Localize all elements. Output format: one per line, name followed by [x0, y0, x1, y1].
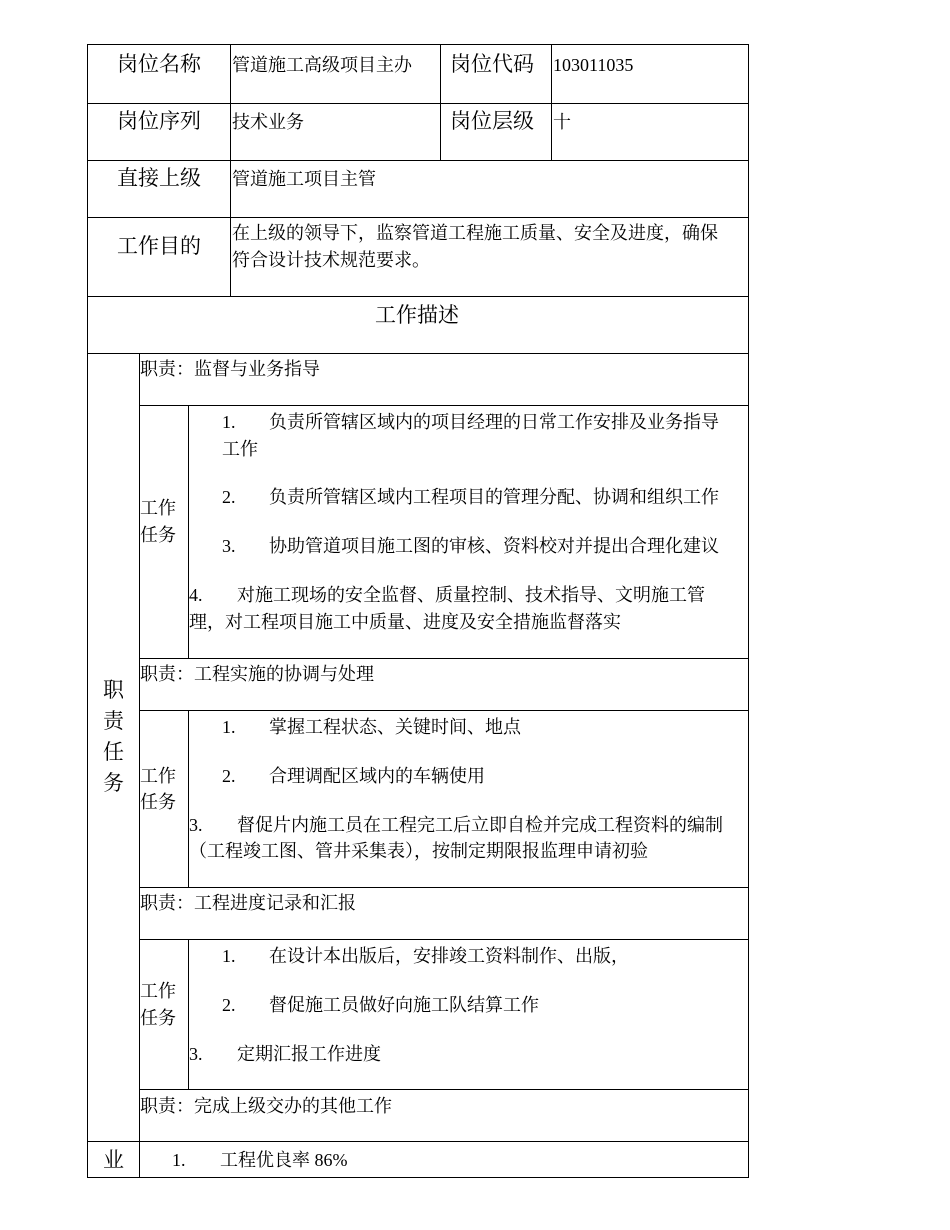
task-number: 1. — [222, 412, 236, 432]
position-name-label: 岗位名称 — [117, 52, 201, 76]
duties-side-char-4: 务 — [103, 771, 124, 795]
task-number: 3. — [189, 1044, 203, 1064]
task-text: 负责所管辖区域内工程项目的管理分配、协调和组织工作 — [269, 487, 719, 507]
task-text: 督促施工员做好向施工队结算工作 — [269, 995, 539, 1015]
task-label-line-1: 工作 — [140, 981, 176, 1001]
performance-item-text: 工程优良率 86% — [220, 1150, 348, 1170]
task-number: 4. — [189, 585, 203, 605]
task-label-line-1: 工作 — [140, 498, 176, 518]
task-label-line-2: 任务 — [140, 1008, 176, 1028]
position-code-value: 103011035 — [553, 55, 634, 75]
task-text: 督促片内施工员在工程完工后立即自检并完成工程资料的编制 — [237, 815, 723, 835]
task-label-line-2: 任务 — [140, 525, 176, 545]
task-text-cont: 工作 — [222, 439, 258, 459]
duty-title: 职责：工程实施的协调与处理 — [140, 664, 374, 684]
task-text-cont: （工程竣工图、管井采集表），按制定期限报监理申请初验 — [189, 841, 648, 861]
task-number: 3. — [189, 815, 203, 835]
duty-title: 职责：监督与业务指导 — [140, 359, 320, 379]
duties-side-char-3: 任 — [103, 740, 124, 764]
position-code-label: 岗位代码 — [450, 52, 534, 76]
task-text: 在设计本出版后，安排竣工资料制作、出版， — [269, 946, 629, 966]
task-label-line-1: 工作 — [140, 766, 176, 786]
task-number: 2. — [222, 995, 236, 1015]
duty-title: 职责：完成上级交办的其他工作 — [140, 1096, 392, 1116]
task-text: 负责所管辖区域内的项目经理的日常工作安排及业务指导 — [269, 412, 719, 432]
level-label: 岗位层级 — [450, 109, 534, 133]
position-name-value: 管道施工高级项目主办 — [232, 55, 412, 75]
task-number: 3. — [222, 536, 236, 556]
task-text: 合理调配区域内的车辆使用 — [269, 766, 485, 786]
task-number: 1. — [222, 717, 236, 737]
purpose-label: 工作目的 — [117, 234, 201, 258]
performance-side-label: 业 — [103, 1148, 124, 1172]
task-label-line-2: 任务 — [140, 792, 176, 812]
supervisor-value: 管道施工项目主管 — [232, 169, 376, 189]
duty-title: 职责：工程进度记录和汇报 — [140, 893, 356, 913]
duties-side-char-1: 职 — [103, 678, 124, 702]
performance-item-number: 1. — [172, 1150, 186, 1170]
task-number: 2. — [222, 487, 236, 507]
supervisor-label: 直接上级 — [117, 166, 201, 190]
task-text-cont: 理，对工程项目施工中质量、进度及安全措施监督落实 — [189, 612, 621, 632]
duties-side-char-2: 责 — [103, 709, 124, 733]
task-number: 1. — [222, 946, 236, 966]
task-text: 协助管道项目施工图的审核、资料校对并提出合理化建议 — [269, 536, 719, 556]
purpose-line-1: 在上级的领导下，监察管道工程施工质量、安全及进度，确保 — [232, 223, 718, 243]
task-number: 2. — [222, 766, 236, 786]
series-value: 技术业务 — [232, 112, 304, 132]
purpose-line-2: 符合设计技术规范要求。 — [232, 250, 430, 270]
series-label: 岗位序列 — [117, 109, 201, 133]
section-title: 工作描述 — [375, 303, 459, 327]
task-text: 掌握工程状态、关键时间、地点 — [269, 717, 521, 737]
task-text: 对施工现场的安全监督、质量控制、技术指导、文明施工管 — [237, 585, 705, 605]
level-value: 十 — [553, 112, 571, 132]
task-text: 定期汇报工作进度 — [237, 1044, 381, 1064]
